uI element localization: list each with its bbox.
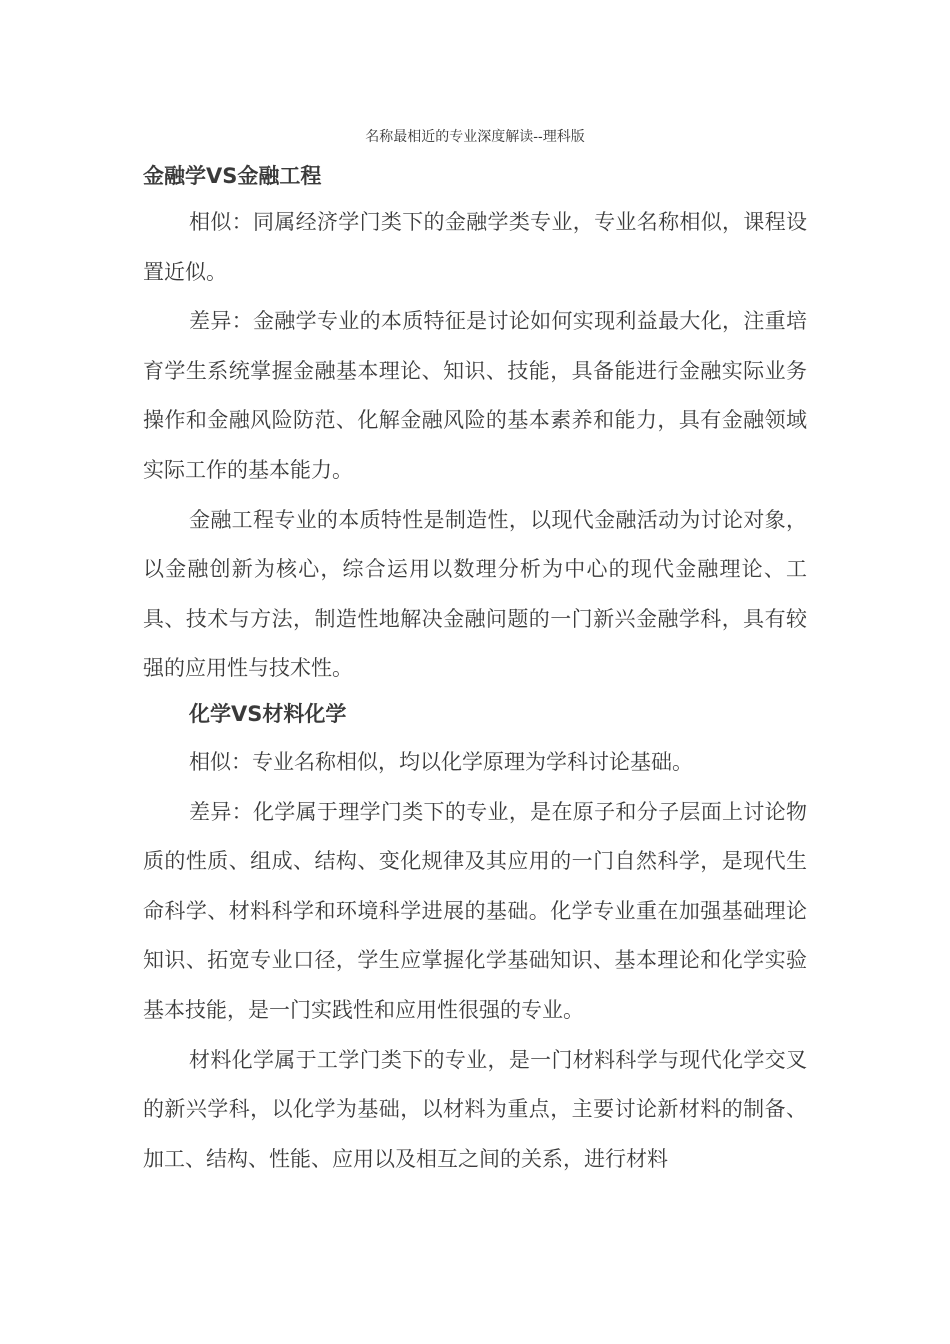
paragraph-finance-similarity: 相似：同属经济学门类下的金融学类专业，专业名称相似，课程设置近似。 xyxy=(143,210,807,284)
document-header: 名称最相近的专业深度解读--理科版 xyxy=(365,129,585,145)
document-body xyxy=(143,156,807,1184)
section-title-finance: 金融学VS金融工程 xyxy=(143,164,322,188)
paragraph-chemistry-similarity: 相似：专业名称相似，均以化学原理为学科讨论基础。 xyxy=(189,749,693,774)
paragraph-finance-difference: 差异：金融学专业的本质特征是讨论如何实现利益最大化，注重培育学生系统掌握金融基本理论、知识、技能，具备能进行金融实际业务操作和金融风险防范、化解金融风险的基本素养和能力，具有金融领域实际工作的基本能力。 xyxy=(143,309,807,482)
section-title-chemistry: 化学VS材料化学 xyxy=(189,701,347,726)
paragraph-materials-chemistry: 材料化学属于工学门类下的专业，是一门材料科学与现代化学交叉的新兴学科，以化学为基础，以材料为重点，主要讨论新材料的制备、加工、结构、性能、应用以及相互之间的关系，进行材料 xyxy=(143,1047,807,1171)
paragraph-chemistry-difference: 差异：化学属于理学门类下的专业，是在原子和分子层面上讨论物质的性质、组成、结构、变化规律及其应用的一门自然科学，是现代生命科学、材料科学和环境科学进展的基础。化学专业重在加强基础理论知识、拓宽专业口径，学生应掌握化学基础知识、基本理论和化学实验基本技能，是一门实践性和应用性很强的专业。 xyxy=(143,799,807,1022)
paragraph-financial-engineering: 金融工程专业的本质特性是制造性，以现代金融活动为讨论对象，以金融创新为核心，综合运用以数理分析为中心的现代金融理论、工具、技术与方法，制造性地解决金融问题的一门新兴金融学科，具有较强的应用性与技术性。 xyxy=(143,507,807,681)
